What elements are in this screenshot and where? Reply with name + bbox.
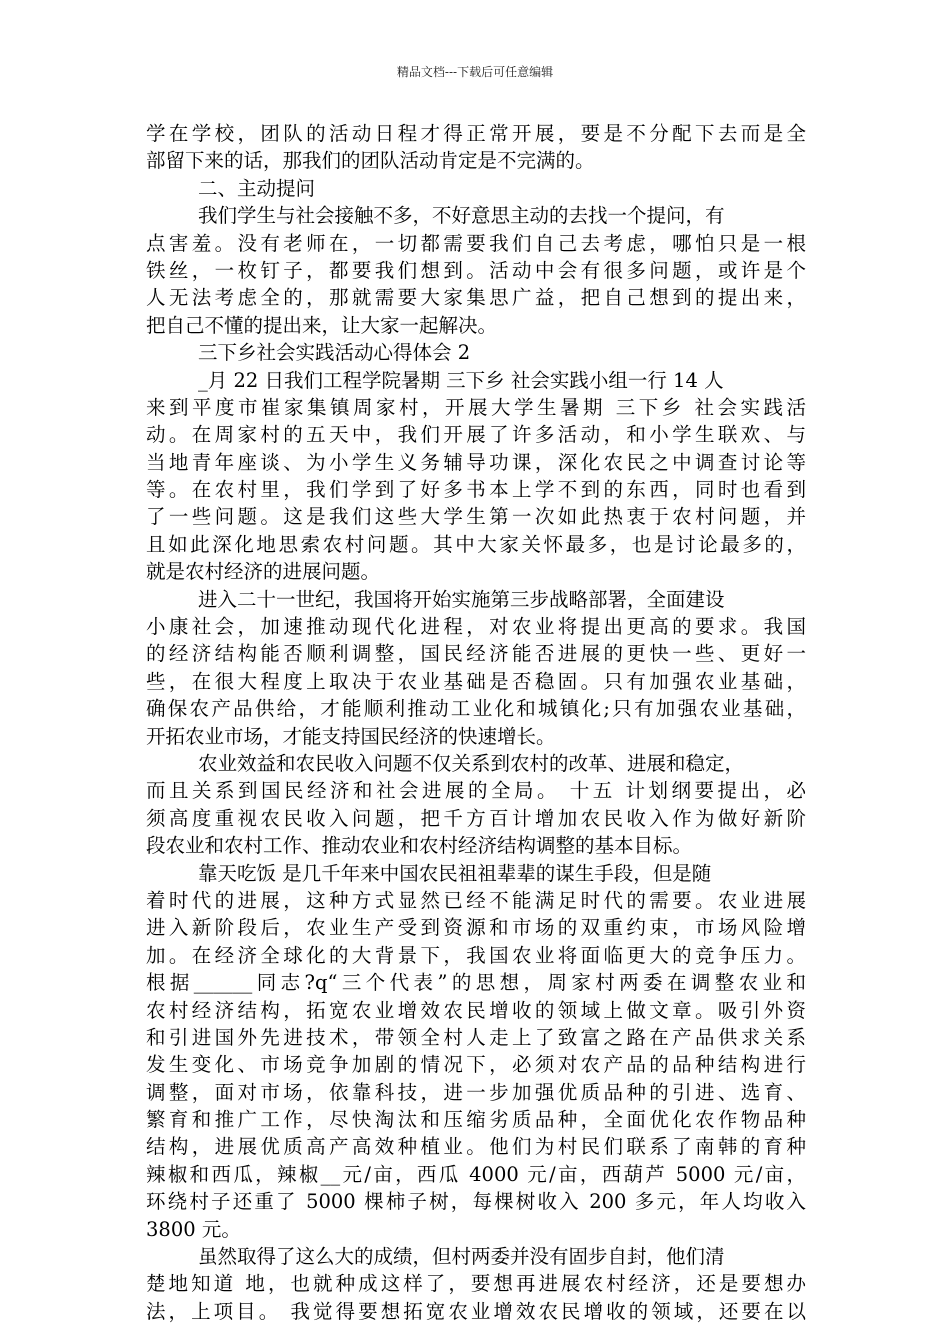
- document-body: [146, 120, 806, 1325]
- text-line: 些，在很大程度上取决于农业基础是否稳固。只有加强农业基础，: [146, 669, 806, 693]
- text-line: 部留下来的话，那我们的团队活动肯定是不完满的。: [146, 149, 595, 173]
- text-line: 虽然取得了这么大的成绩，但村两委并没有固步自封，他们清: [198, 1245, 725, 1269]
- text-line: 进入二十一世纪，我国将开始实施第三步战略部署，全面建设: [198, 587, 725, 611]
- text-line: 且如此深化地思索农村问题。其中大家关怀最多，也是讨论最多的，: [146, 532, 806, 556]
- text-line: 铁丝，一枚钉子，都要我们想到。活动中会有很多问题，或许是个: [146, 258, 806, 282]
- text-line: 农村经济结构，拓宽农业增效农民增收的领域上做文章。吸引外资: [146, 998, 806, 1022]
- text-line: 着时代的进展，这种方式显然已经不能满足时代的需要。农业进展: [146, 888, 806, 912]
- text-line: 环绕村子还重了 5000 棵柿子树，每棵树收入 200 多元，年人均收入: [146, 1190, 806, 1214]
- text-line: 把自己不懂的提出来，让大家一起解决。: [146, 313, 498, 337]
- text-line: 和引进国外先进技术，带领全村人走上了致富之路在产品供求关系: [146, 1025, 806, 1049]
- text-line: 学在学校，团队的活动日程才得正常开展，要是不分配下去而是全: [146, 122, 806, 145]
- text-line: 来到平度市崔家集镇周家村，开展大学生暑期 三下乡 社会实践活: [146, 395, 806, 419]
- section-heading: 二、主动提问: [198, 176, 316, 200]
- text-line: 繁育和推广工作，尽快淘汰和压缩劣质品种，全面优化农作物品种: [146, 1108, 806, 1132]
- text-line: 点害羞。没有老师在，一切都需要我们自己去考虑，哪怕只是一根: [146, 231, 806, 255]
- text-line: 人无法考虑全的，那就需要大家集思广益，把自己想到的提出来，: [146, 286, 806, 310]
- text-line: 确保农产品供给，才能顺利推动工业化和城镇化;只有加强农业基础，: [146, 697, 806, 721]
- text-line: 就是农村经济的进展问题。: [146, 560, 381, 584]
- text-line: 动。在周家村的五天中，我们开展了许多活动，和小学生联欢、与: [146, 423, 806, 447]
- text-line: 了一些问题。这是我们这些大学生第一次如此热衷于农村问题，并: [146, 505, 806, 529]
- text-line: 小康社会，加速推动现代化进程，对农业将提出更高的要求。我国: [146, 615, 806, 639]
- text-line: 根据______同志?q“三个代表”的思想，周家村两委在调整农业和: [146, 971, 806, 995]
- text-line: 发生变化、市场竞争加剧的情况下，必须对农产品的品种结构进行: [146, 1053, 806, 1077]
- text-line: 段农业和农村工作、推动农业和农村经济结构调整的基本目标。: [146, 834, 693, 858]
- text-line: 进入新阶段后，农业生产受到资源和市场的双重约束，市场风险增: [146, 916, 806, 940]
- text-line: 楚地知道 地，也就种成这样了，要想再进展农村经济，还是要想办: [146, 1272, 806, 1296]
- text-line: 调整，面对市场，依靠科技，进一步加强优质品种的引进、选育、: [146, 1080, 806, 1104]
- text-line: 靠天吃饭 是几千年来中国农民祖祖辈辈的谋生手段，但是随: [198, 861, 712, 885]
- section-heading: 三下乡社会实践活动心得体会 2: [198, 341, 471, 365]
- text-line: 我们学生与社会接触不多，不好意思主动的去找一个提问，有: [198, 204, 725, 228]
- text-line: 加。在经济全球化的大背景下，我国农业将面临更大的竞争压力。: [146, 943, 806, 967]
- text-line: 法，上项目。 我觉得要想拓宽农业增效农民增收的领域，还要在以: [146, 1299, 806, 1323]
- text-line: _月 22 日我们工程学院暑期 三下乡 社会实践小组一行 14 人: [198, 368, 724, 392]
- text-line: 当地青年座谈、为小学生义务辅导功课，深化农民之中调查讨论等: [146, 450, 806, 474]
- text-line: 结构，进展优质高产高效种植业。他们为村民们联系了南韩的育种: [146, 1135, 806, 1159]
- text-line: 而且关系到国民经济和社会进展的全局。 十五 计划纲要提出，必: [146, 779, 806, 803]
- text-line: 辣椒和西瓜，辣椒__元/亩，西瓜 4000 元/亩，西葫芦 5000 元/亩，: [146, 1162, 806, 1186]
- text-line: 开拓农业市场，才能支持国民经济的快速增长。: [146, 724, 556, 748]
- text-line: 等。在农村里，我们学到了好多书本上学不到的东西，同时也看到: [146, 478, 806, 502]
- text-line: 须高度重视农民收入问题，把千方百计增加农民收入作为做好新阶: [146, 806, 806, 830]
- page-header: 精品文档---下载后可任意编辑: [396, 65, 554, 79]
- text-line: 3800 元。: [146, 1217, 241, 1241]
- text-line: 的经济结构能否顺利调整，国民经济能否进展的更快一些、更好一: [146, 642, 806, 666]
- text-line: 农业效益和农民收入问题不仅关系到农村的改革、进展和稳定，: [198, 751, 745, 775]
